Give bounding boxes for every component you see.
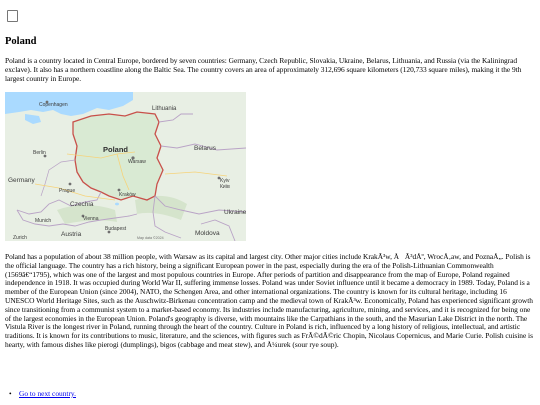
map-label-belarus: Belarus: [194, 145, 217, 152]
intro-paragraph: Poland is a country located in Central Europe, bordered by seven countries: Germany, Czech Republic, Slovakia, Ukraine, Belarus, Lithuania, and Russia (via the Kaliningrad exclave). It also has a northern coastline along the Baltic Sea. The country covers an area of approximately 312,696 square kilometers (120,733 square miles), making it the 9th largest country in Europe.: [5, 56, 522, 83]
map-label-austria: Austria: [61, 231, 82, 238]
map-label-munich: Munich: [35, 218, 52, 224]
next-country-list: [5, 389, 76, 398]
map-label-warsaw: Warsaw: [128, 159, 146, 165]
checkbox[interactable]: [7, 10, 18, 22]
map-label-copenhagen: Copenhagen: [39, 102, 68, 108]
map-label-czechia: Czechia: [70, 201, 94, 208]
body-paragraph: Poland has a population of about 38 million people, with Warsaw as its capital and largest city. Other major cities include KrakÃ³w, ÅÃ³dÅº, WrocÅ‚aw, and PoznaÅ„. Polish is the official language. The country has a rich history, being a significant European power in the past, especially during the era of the Polish-Lithuanian Commonwealth (1569â€“1795), which was one of the largest and most populous countries in Europe. After periods of partition and disappearance from the map of Europe, Poland regained independence in 1918. It was occupied during World War II, suffering immense losses. Poland was under Soviet influence until it became a democracy in 1989. Today, Poland is a member of the European Union (since 2004), NATO, the Schengen Area, and other international organizations. The country is known for its cultural heritage, including 16 UNESCO World Heritage Sites, such as the Auschwitz-Birkenau concentration camp and the medieval town of KrakÃ³w. Economically, Poland has experienced significant growth since transitioning from a communist system to a market-based economy. Its industries include manufacturing, agriculture, mining, and services, and it is recognized for being one of the largest economies in the European Union. Poland's geography is diverse, with mountains like the Carpathians in the south, and the Masurian Lake District in the north. The Vistula River is the longest river in Poland, running through the heart of the country. Culture in Poland is rich, influenced by a long history of religious, intellectual, and artistic traditions. It is known for its contributions to music, literature, and the sciences, with figures such as FrÃ©dÃ©ric Chopin, Nicolaus Copernicus, and Marie Curie. Polish cuisine is hearty, with famous dishes like pierogi (dumplings), bigos (cabbage and meat stew), and Å¼urek (sour rye soup).: [5, 252, 533, 349]
map-label-vienna: Vienna: [83, 216, 99, 222]
map-label-poland: Poland: [103, 145, 129, 154]
next-country-item: [5, 389, 76, 398]
map-city-dot: [118, 189, 121, 192]
map-label-ukraine: Ukraine: [224, 209, 246, 216]
next-country-link[interactable]: Go to next country.: [19, 389, 76, 398]
map-image: [5, 92, 246, 241]
map-label-lithuania: Lithuania: [152, 106, 177, 112]
map-lake: [115, 203, 119, 206]
map-label-krakow: Kraków: [119, 192, 136, 198]
map-attribution: Map data ©2024: [137, 236, 164, 240]
map-label-budapest: Budapest: [105, 226, 127, 232]
map-label-kyiv: Kyiv: [220, 178, 230, 184]
map-label-prague: Prague: [59, 188, 76, 194]
map-label-germany: Germany: [8, 177, 35, 184]
map-label-moldova: Moldova: [195, 230, 220, 237]
map-label-kyiv-local: Київ: [220, 184, 230, 190]
page-title: Poland: [5, 36, 37, 47]
map-label-zurich: Zurich: [13, 235, 27, 241]
map-label-berlin: Berlin: [33, 150, 46, 156]
map-city-dot: [69, 183, 72, 186]
